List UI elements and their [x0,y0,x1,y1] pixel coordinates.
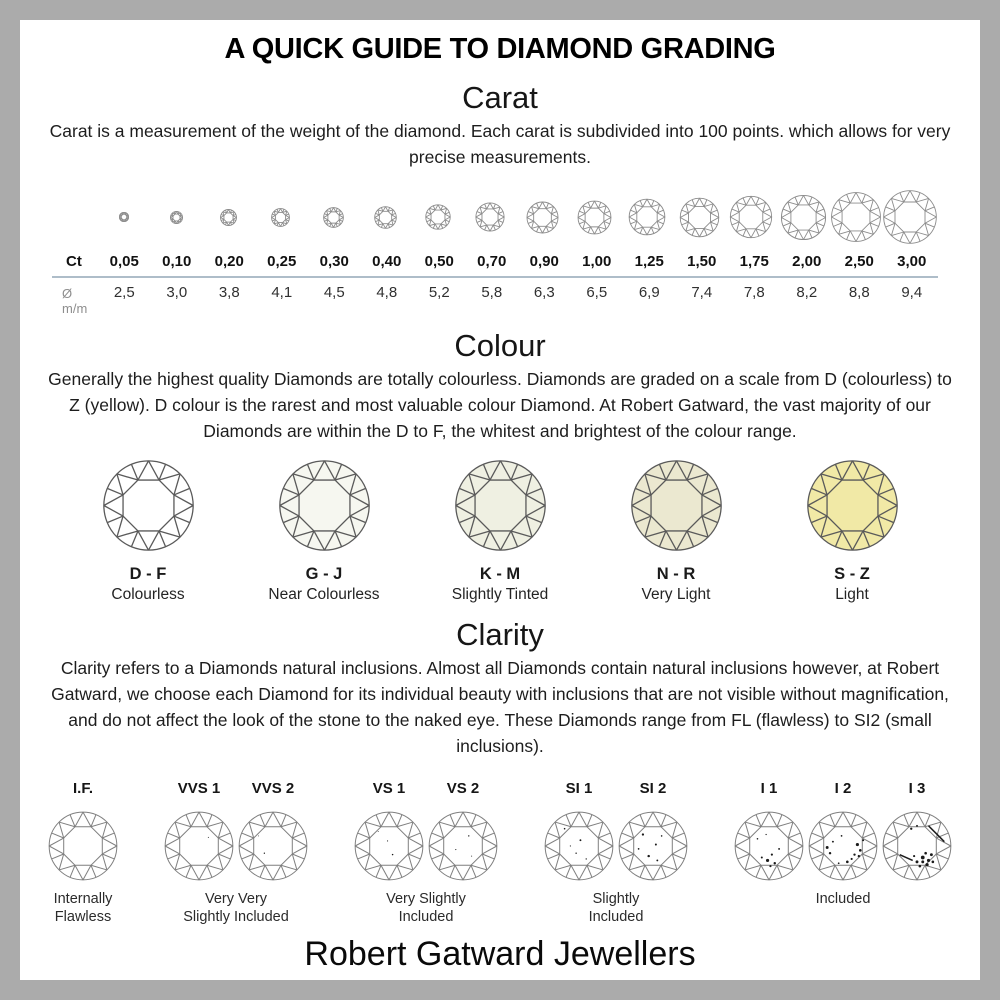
carat-stone [725,188,777,246]
clarity-grade-label: VVS 1 [177,780,221,797]
carat-diameter-value: 5,8 [481,284,503,301]
clarity-stone [543,779,615,882]
colour-grade [412,458,588,605]
diamond-icon [237,810,309,882]
clarity-grade-label: I 1 [760,780,778,797]
carat-diameter-value: 4,8 [376,284,398,301]
diamond-icon [526,201,559,234]
carat-diameter-value: 4,5 [323,284,345,301]
carat-weight-value: 0,70 [477,253,507,270]
carat-stone [359,188,411,246]
diamond-icon [805,458,900,553]
carat-weight-value: 0,25 [267,253,297,270]
clarity-stone [617,779,689,882]
clarity-grade-label: VS 2 [446,780,480,797]
diamond-icon [170,211,183,224]
carat-weight-value: 0,50 [424,253,454,270]
clarity-stone [427,779,499,882]
clarity-grade-label: VS 1 [372,780,406,797]
colour-grade-range: D - F [129,565,167,583]
page-title: A QUICK GUIDE TO DIAMOND GRADING [224,33,776,65]
clarity-caption-line: Very Very [204,891,268,907]
diamond-icon [220,209,237,226]
carat-diamond-row [52,188,938,246]
clarity-caption [816,890,871,908]
clarity-stone [163,779,235,882]
diamond-icon [629,458,724,553]
clarity-caption-line: Included [588,909,644,925]
clarity-grade-label: SI 2 [639,780,667,797]
carat-stone [98,188,150,246]
clarity-caption-line: Very Slightly [386,891,466,907]
carat-stone [568,188,620,246]
carat-stone [203,188,255,246]
carat-diameter-value: 7,8 [743,284,765,301]
diamond-icon [882,189,938,245]
carat-stone [882,188,938,246]
clarity-caption-line: Included [398,909,454,925]
carat-weight-value: 1,25 [634,253,664,270]
carat-diameter-value: 2,5 [113,284,135,301]
carat-stone [307,188,359,246]
diamond-icon [353,810,425,882]
carat-stone [464,188,516,246]
carat-weight-value: 1,75 [739,253,769,270]
clarity-caption [386,890,466,926]
diamond-icon [881,810,953,882]
clarity-group [47,779,119,926]
carat-description: Carat is a measurement of the weight of the diamond. Each carat is subdivided into 100 points. which allows for very precise measurements. [49,121,951,167]
carat-diameter-value: 8,2 [796,284,818,301]
colour-grade-label: Very Light [641,586,711,603]
clarity-caption-line: Included [815,891,871,907]
clarity-stone [881,779,953,882]
clarity-caption [183,890,289,926]
carat-diameter-row [52,278,938,316]
clarity-caption-line: Slightly Included [183,909,289,925]
clarity-stone [733,779,805,882]
diamond-icon [475,202,505,232]
diamond-icon [807,810,879,882]
diamond-icon [47,810,119,882]
carat-weight-value: 2,50 [844,253,874,270]
carat-stone [830,188,882,246]
carat-stone [621,188,673,246]
diamond-icon [628,198,666,236]
diamond-icon [119,212,129,222]
carat-stone [255,188,307,246]
clarity-caption [589,890,644,926]
clarity-stone [237,779,309,882]
carat-stone [673,188,725,246]
carat-weight-value: 0,30 [319,253,349,270]
carat-diameter-value: 3,0 [166,284,188,301]
carat-diameter-value: 3,8 [218,284,240,301]
colour-grade-label: Light [835,586,869,603]
carat-diameter-value: 7,4 [691,284,713,301]
carat-weight-value: 0,10 [162,253,192,270]
diamond-icon [617,810,689,882]
section-colour-heading: Colour [454,328,546,363]
diameter-row-label: Ø m/m [62,286,88,316]
colour-grade-label: Slightly Tinted [451,586,549,603]
carat-weight-row [52,246,938,276]
carat-diameter-value: 8,8 [848,284,870,301]
diamond-icon [733,810,805,882]
colour-grade-range: S - Z [834,565,870,583]
carat-weight-value: 0,40 [372,253,402,270]
colour-grade [60,458,236,605]
carat-weight-value: 0,20 [214,253,244,270]
carat-diameter-value: 5,2 [428,284,450,301]
clarity-description: Clarity refers to a Diamonds natural inclusions. Almost all Diamonds contain natural inclusions however, at Robert Gatward, we choose each Diamond for its individual beauty with inclusions that are not visible without magnification, and do not affect the look of the stone to the naked eye. These Diamonds range from FL (flawless) to SI2 (small inclusions). [51,658,949,756]
colour-grade [588,458,764,605]
clarity-grade-label: I.F. [72,780,93,797]
carat-diameter-value: 6,9 [638,284,660,301]
carat-stone [412,188,464,246]
diamond-icon [427,810,499,882]
clarity-group [733,779,953,908]
colour-grade-label: Near Colourless [268,586,380,603]
carat-weight-value: 3,00 [897,253,927,270]
clarity-stone [353,779,425,882]
diamond-icon [780,194,827,241]
diamond-icon [577,200,612,235]
carat-weight-value: 2,00 [792,253,822,270]
colour-grade [236,458,412,605]
clarity-caption-line: Flawless [54,909,112,925]
colour-grade-label: Colourless [111,586,185,603]
carat-stone [150,188,202,246]
clarity-caption-line: Internally [53,891,113,907]
diamond-icon [374,206,397,229]
diamond-icon [729,195,773,239]
carat-weight-value: 1,00 [582,253,612,270]
clarity-group [353,779,499,926]
colour-grade-range: K - M [479,565,521,583]
diamond-icon [323,207,344,228]
colour-grade [764,458,940,605]
carat-row-label: Ct [66,253,82,270]
diamond-icon [679,197,720,238]
colour-grade-row [20,458,980,605]
diamond-icon [271,208,290,227]
carat-diameter-value: 9,4 [901,284,923,301]
clarity-grade-label: I 2 [834,780,852,797]
clarity-caption-line: Slightly [592,891,640,907]
carat-stone [777,188,829,246]
clarity-grade-row [20,779,980,926]
carat-weight-value: 0,05 [109,253,139,270]
infographic-page [20,20,980,980]
diamond-icon [101,458,196,553]
clarity-grade-label: VVS 2 [251,780,295,797]
clarity-grade-label: SI 1 [565,780,593,797]
clarity-stone [807,779,879,882]
carat-weight-value: 0,90 [529,253,559,270]
clarity-group [163,779,309,926]
colour-grade-range: N - R [656,565,696,583]
carat-diameter-value: 4,1 [271,284,293,301]
diamond-icon [277,458,372,553]
carat-stone [516,188,568,246]
section-carat-heading: Carat [462,80,538,115]
diamond-icon [163,810,235,882]
colour-grade-range: G - J [305,565,343,583]
clarity-stone [47,779,119,882]
diamond-icon [830,191,882,243]
carat-weight-value: 1,50 [687,253,717,270]
diamond-icon [425,204,451,230]
diamond-icon [543,810,615,882]
footer-brand: Robert Gatward Jewellers [304,935,696,973]
section-clarity-heading: Clarity [456,617,544,652]
clarity-grade-label: I 3 [908,780,926,797]
clarity-group [543,779,689,926]
clarity-caption [54,890,113,926]
carat-diameter-value: 6,3 [533,284,555,301]
carat-diameter-value: 6,5 [586,284,608,301]
colour-description: Generally the highest quality Diamonds are totally colourless. Diamonds are graded on a scale from D (colourless) to Z (yellow). D colour is the rarest and most valuable colour Diamond. At Robert Gatward, the vast majority of our Diamonds are within the D to F, the whitest and brightest of the colour range. [48,369,952,441]
diamond-icon [453,458,548,553]
